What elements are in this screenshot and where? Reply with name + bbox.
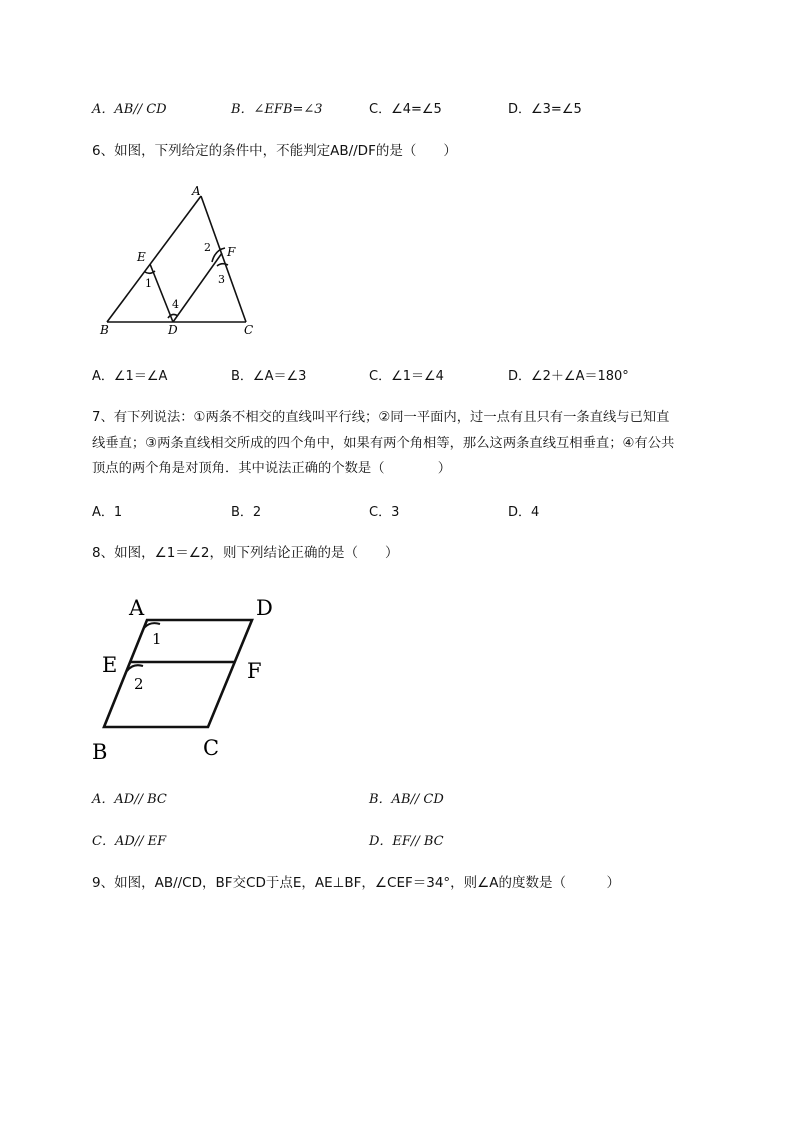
q5-option-b: B．∠EFB=∠3 (231, 102, 323, 117)
q5-option-a: A．AB// CD (92, 102, 167, 117)
q6-label-D: D (168, 323, 178, 337)
q6-angle-3: 3 (218, 273, 225, 286)
q6-option-d: D．∠2＋∠A＝180° (508, 369, 629, 384)
q5-option-d: D．∠3=∠5 (508, 102, 582, 117)
q6-angle-2: 2 (204, 241, 211, 254)
q7-stem-line-3: 顶点的两个角是对顶角．其中说法正确的个数是（ ） (92, 461, 452, 476)
q8-label-F: F (247, 659, 262, 683)
q6-label-C: C (244, 323, 254, 337)
q8-option-a: A．AD// BC (92, 792, 167, 807)
q5-option-c: C．∠4=∠5 (369, 102, 442, 117)
q8-label-E: E (102, 653, 118, 677)
q8-figure-lines (104, 620, 252, 727)
q6-angle-4: 4 (172, 298, 179, 311)
q6-label-A: A (192, 184, 201, 198)
q8-label-C: C (203, 736, 220, 760)
q7-option-b: B．2 (231, 505, 262, 520)
q8-option-b: B．AB// CD (369, 792, 444, 807)
q8-label-B: B (92, 740, 108, 764)
q6-label-B: B (100, 323, 109, 337)
q7-stem-line-2: 线垂直；③两条直线相交所成的四个角中，如果有两个角相等，那么这两条直线互相垂直；④有公共 (92, 436, 675, 451)
q8-option-c: C．AD// EF (92, 834, 167, 849)
q6-option-b: B．∠A＝∠3 (231, 369, 307, 384)
q6-label-F: F (227, 245, 236, 259)
q6-label-E: E (137, 250, 146, 264)
q8-option-d: D．EF// BC (369, 834, 444, 849)
q7-stem-line-1: 7、有下列说法：①两条不相交的直线叫平行线；②同一平面内，过一点有且只有一条直线与已知直 (92, 410, 670, 425)
q6-option-c: C．∠1＝∠4 (369, 369, 444, 384)
q7-option-d: D．4 (508, 505, 540, 520)
q9-stem: 9、如图，AB//CD，BF交CD于点E，AE⊥BF，∠CEF＝34°，则∠A的度数是（ ） (92, 875, 621, 891)
q7-option-a: A．1 (92, 505, 123, 520)
q6-option-a: A．∠1＝∠A (92, 369, 168, 384)
q8-stem: 8、如图，∠1＝∠2，则下列结论正确的是（ ） (92, 545, 399, 561)
q8-angle-1: 1 (152, 630, 162, 648)
q7-option-c: C．3 (369, 505, 400, 520)
q8-label-A: A (129, 596, 145, 620)
q6-stem: 6、如图，下列给定的条件中，不能判定AB//DF的是（ ） (92, 143, 457, 159)
q6-angle-1: 1 (145, 277, 152, 290)
q8-angle-2: 2 (134, 675, 144, 693)
q8-label-D: D (256, 596, 273, 620)
